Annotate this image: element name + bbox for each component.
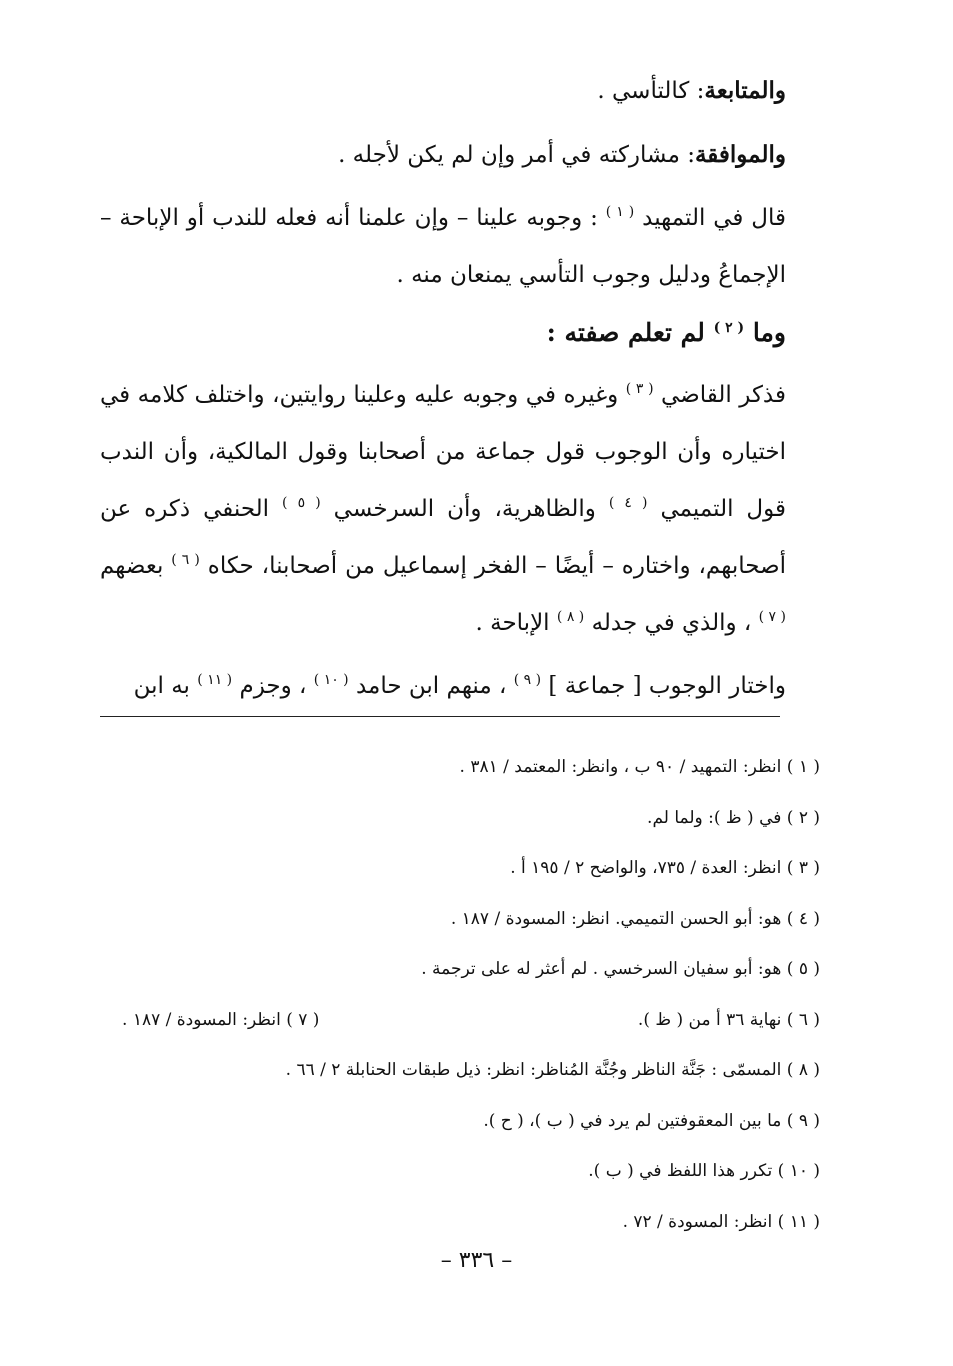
footnote-ref-8: ( ٨ ) — [556, 609, 585, 625]
text-run: به ابن — [133, 673, 190, 699]
footnote-text: ( ٢ ) في ( ظ ): ولما لم. — [647, 807, 820, 828]
text-run: فذكر القاضي — [661, 382, 786, 408]
footnote-8 — [100, 1045, 820, 1096]
footnote-11 — [100, 1197, 820, 1248]
footnote-ref-3: ( ٣ ) — [625, 381, 654, 397]
text-run: ، منهم ابن حامد — [355, 673, 507, 699]
footnote-text: ( ٩ ) ما بين المعقوفتين لم يرد في ( ب )، ( ح ). — [483, 1110, 820, 1131]
text-run: : وجوبه علينا – وإن علمنا أنه فعله للندب أو الإباحة – الإجماعُ ودليل وجوب التأسي يمنعان منه . — [100, 205, 786, 288]
footnote-text: ( ٦ ) نهاية ٣٦ أ من ( ظ ). — [637, 1009, 820, 1030]
term-mutabaa: والمتابعة — [704, 77, 786, 104]
paragraph-qadi — [100, 367, 786, 652]
text-run: الحنفي ذكره عن أصحابهم، واختاره – أيضًا – الفخر إسماعيل من أصحابنا، حكاه — [100, 496, 787, 579]
text-run: ، والذي في جدله — [591, 610, 752, 636]
footnote-5 — [100, 944, 820, 995]
footnote-7: ( ٧ ) انظر: المسودة / ١٨٧ . — [122, 1009, 320, 1030]
footnote-ref-10: ( ١٠ ) — [313, 672, 349, 688]
footnote-text: ( ٣ ) انظر: العدة / ٧٣٥، والواضح ٢ / ١٩٥ أ . — [510, 858, 820, 878]
footnote-ref-7: ( ٧ ) — [758, 609, 786, 625]
section-heading — [100, 304, 786, 361]
heading-text: وما — [752, 318, 786, 347]
paragraph-muwafaqa — [100, 126, 786, 184]
footnote-6 — [100, 995, 820, 1046]
definition-muwafaqa: : مشاركته في أمر وإن لم يكن لأجله . — [338, 142, 695, 168]
footnote-text: ( ١٠ ) تكرر هذا اللفظ في ( ب ). — [588, 1161, 820, 1181]
paragraph-wujub — [100, 658, 786, 715]
text-run: وغيره في وجوبه عليه وعلينا روايتين، واختلف كلامه في اختياره وأن الوجوب قول جماعة من أصحابنا وقول المالكية، وأن الندب قول التميمي — [100, 382, 787, 522]
definition-mutabaa: : كالتأسي . — [597, 78, 705, 104]
footnote-text: ( ١ ) انظر: التمهيد / ٩٠ ب ، وانظر: المعتمد / ٣٨١ . — [459, 757, 820, 777]
footnote-2 — [100, 793, 820, 844]
text-run: قال في التمهيد — [642, 205, 786, 231]
paragraph-mutabaa — [100, 62, 786, 120]
footnote-4 — [100, 894, 820, 945]
footnote-ref-2: ( ٢ ) — [713, 320, 745, 336]
footnote-text: ( ٨ ) المسمّى : جَنَّة الناظر وجُنَّة المُناظر: انظر: ذيل طبقات الحنابلة ٢ / ٦٦ . — [285, 1060, 820, 1080]
footnote-ref-6: ( ٦ ) — [171, 552, 200, 568]
footnote-3 — [100, 843, 820, 894]
footnote-text: ( ٥ ) هو: أبو سفيان السرخسي . لم أعثر له على ترجمة . — [421, 959, 820, 979]
paragraph-tamhid — [100, 190, 786, 304]
footnote-9 — [100, 1096, 820, 1147]
footnote-ref-9: ( ٩ ) — [513, 672, 542, 688]
footnote-ref-5: ( ٥ ) — [282, 495, 321, 511]
footnote-text: ( ١١ ) انظر: المسودة / ٧٢ . — [622, 1211, 820, 1232]
text-run: ، وجزم — [239, 673, 307, 699]
footnote-ref-1: ( ١ ) — [605, 204, 635, 220]
footnote-text: ( ٤ ) هو: أبو الحسن التميمي. انظر: المسودة / ١٨٧ . — [450, 908, 820, 929]
footnote-separator — [100, 716, 780, 717]
term-muwafaqa: والموافقة — [694, 141, 786, 168]
footnote-1 — [100, 742, 820, 793]
page-number: – ٣٣٦ – — [440, 1248, 513, 1273]
text-run: الإباحة . — [475, 610, 550, 636]
text-run: والظاهرية، وأن السرخسي — [333, 496, 596, 522]
footnote-ref-11: ( ١١ ) — [197, 672, 233, 688]
footnotes — [100, 742, 820, 1247]
footnote-10 — [100, 1146, 820, 1197]
text-run: بعضهم — [100, 553, 164, 579]
heading-text: لم تعلم صفته : — [546, 318, 705, 347]
main-text — [100, 62, 786, 715]
text-run: واختار الوجوب [ جماعة ] — [548, 673, 786, 699]
footnote-ref-4: ( ٤ ) — [608, 495, 648, 511]
